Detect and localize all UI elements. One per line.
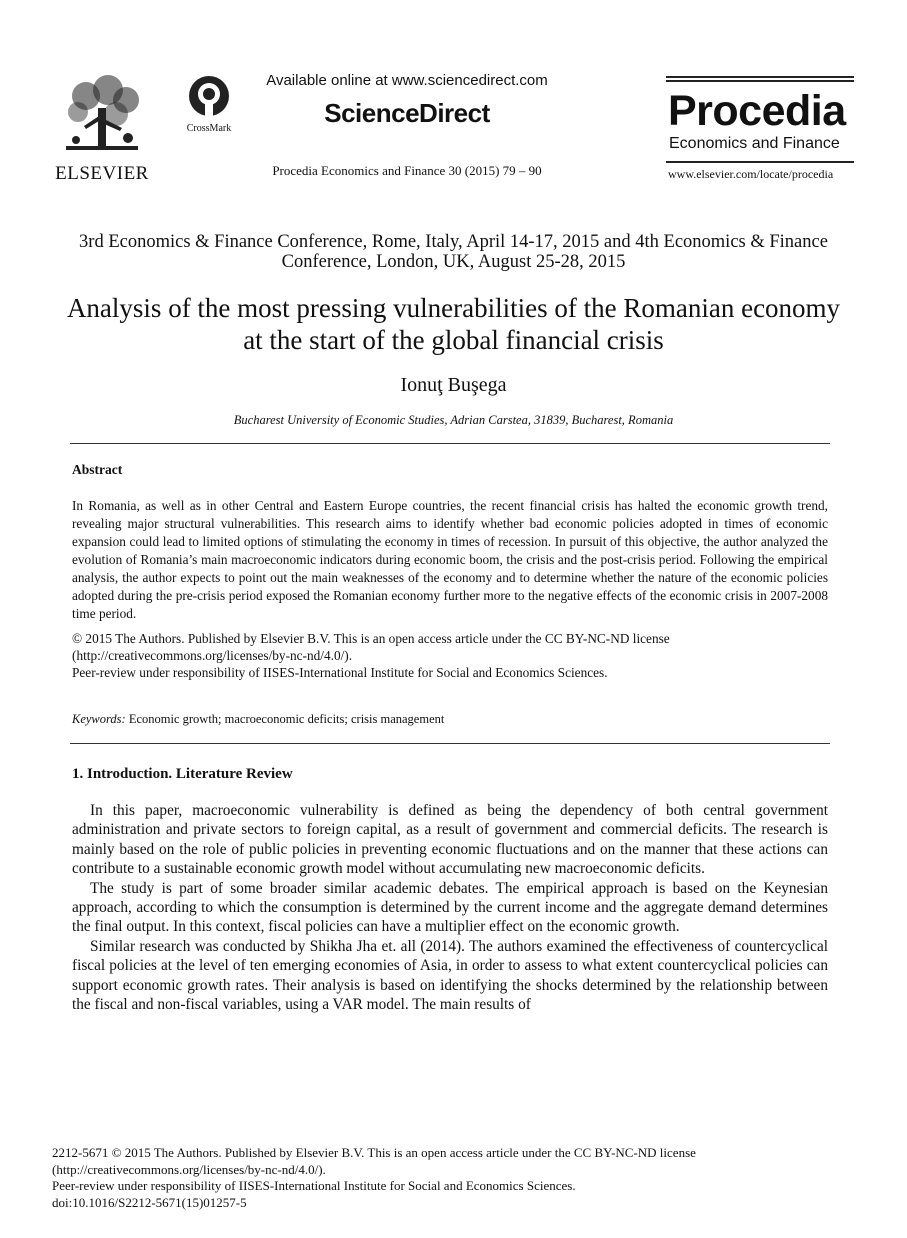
paren-close: ). (318, 1161, 326, 1177)
footnote-license-line (52, 1162, 852, 1179)
footnote-peer-review: Peer-review under responsibility of IISES-International Institute for Social and Economics Sciences. (52, 1178, 576, 1193)
paren-open: ( (52, 1161, 57, 1177)
elsevier-wordmark: ELSEVIER (55, 163, 149, 184)
elsevier-logo (52, 74, 152, 184)
copyright-notice (72, 630, 828, 681)
sciencedirect-logo[interactable]: ScienceDirect (324, 98, 490, 128)
abstract-text: In Romania, as well as in other Central and Eastern Europe countries, the recent financial crisis has halted the economic growth trend, revealing major structural vulnerabilities. This research aims to identify whether bad economic policies adopted in times of economic expansion could lead to limited options of stimulating the economy in times of recession. In pursuit of this objective, the author analyzed the evolution of Romania’s main macroeconomic indicators during economic boom, the crisis and the post-crisis period. Following the empirical analysis, the author expects to point out the main weaknesses of the economy and to determine whether the nature of the economic policies adopted during the pre-crisis period exposed the Romanian economy further more to the negative effects of the economic crisis in 2007-2008 time period. (72, 498, 828, 621)
paragraph: The study is part of some broader similar academic debates. The empirical approach is based on the Keynesian approach, according to which the consumption is determined by the current income and the aggregate demand determines the final output. In this context, fiscal policies can have a multiplier effect on the economic growth. (72, 879, 828, 936)
procedia-logo (666, 76, 854, 196)
available-online-text: Available online at www.sciencedirect.com (266, 72, 548, 89)
procedia-rule (666, 76, 854, 78)
abstract-heading: Abstract (72, 462, 123, 477)
footnote-copyright: 2212-5671 © 2015 The Authors. Published by Elsevier B.V. This is an open access article under the CC BY-NC-ND license (52, 1145, 696, 1160)
procedia-title: Procedia (668, 87, 846, 135)
footnote-license-link[interactable]: http://creativecommons.org/licenses/by-nc-nd/4.0/ (56, 1161, 319, 1177)
procedia-rule (666, 80, 854, 82)
divider (70, 743, 830, 744)
paragraph: Similar research was conducted by Shikha Jha et. all (2014). The authors examined the effectiveness of countercyclical fiscal policies at the level of ten emerging economies of Asia, in order to assess to what extent countercyclical policies can support economic growth rates. Their analysis is based on identifying the shocks determined by the relationship between the fiscal and non-fiscal variables, using a VAR model. The main results of (72, 937, 828, 1014)
divider (70, 443, 830, 444)
author-affiliation: Bucharest University of Economic Studies, Adrian Carstea, 31839, Bucharest, Romania (233, 413, 674, 427)
license-link[interactable]: http://creativecommons.org/licenses/by-nc-nd/4.0/ (76, 648, 345, 663)
paren-open: ( (72, 648, 77, 663)
peer-review-line: Peer-review under responsibility of IISES-International Institute for Social and Economics Sciences. (72, 665, 608, 680)
keywords-label: Keywords: (72, 712, 126, 726)
procedia-url-link[interactable]: www.elsevier.com/locate/procedia (668, 167, 834, 181)
journal-citation: Procedia Economics and Finance 30 (2015) 79 – 90 (272, 163, 542, 178)
paper-title: Analysis of the most pressing vulnerabilities of the Romanian economy at the start of the global financial crisis (66, 293, 841, 355)
crossmark-badge[interactable] (180, 74, 238, 134)
crossmark-icon (187, 74, 231, 118)
paragraph: In this paper, macroeconomic vulnerability is defined as being the dependency of both central government administration and private sectors to foreign capital, as a result of government and commercial deficits. The research is mainly based on the role of public policies in preventing economic fluctuations and on the manner that these actions can contribute to a sustainable economic growth model without accumulating new macroeconomic deficits. (72, 802, 828, 878)
section-body (72, 801, 828, 1014)
paren-close: ). (344, 648, 353, 663)
doi[interactable]: doi:10.1016/S2212-5671(15)01257-5 (52, 1194, 247, 1210)
license-line (72, 647, 828, 664)
keywords (72, 712, 828, 727)
footnote (52, 1145, 852, 1211)
copyright-line: © 2015 The Authors. Published by Elsevier B.V. This is an open access article under the CC BY-NC-ND license (72, 631, 670, 646)
keywords-text: Economic growth; macroeconomic deficits; crisis management (128, 712, 445, 726)
elsevier-tree-icon (56, 74, 148, 156)
section-heading: 1. Introduction. Literature Review (72, 766, 293, 782)
procedia-rule (666, 161, 854, 163)
author-name: Ionuţ Buşega (400, 374, 507, 396)
procedia-subtitle: Economics and Finance (669, 135, 840, 152)
crossmark-label: CrossMark (186, 123, 232, 134)
conference-line: 3rd Economics & Finance Conference, Rome, Italy, April 14-17, 2015 and 4th Economics & Finance Conference, London, UK, August 25-28, 2015 (79, 232, 828, 272)
